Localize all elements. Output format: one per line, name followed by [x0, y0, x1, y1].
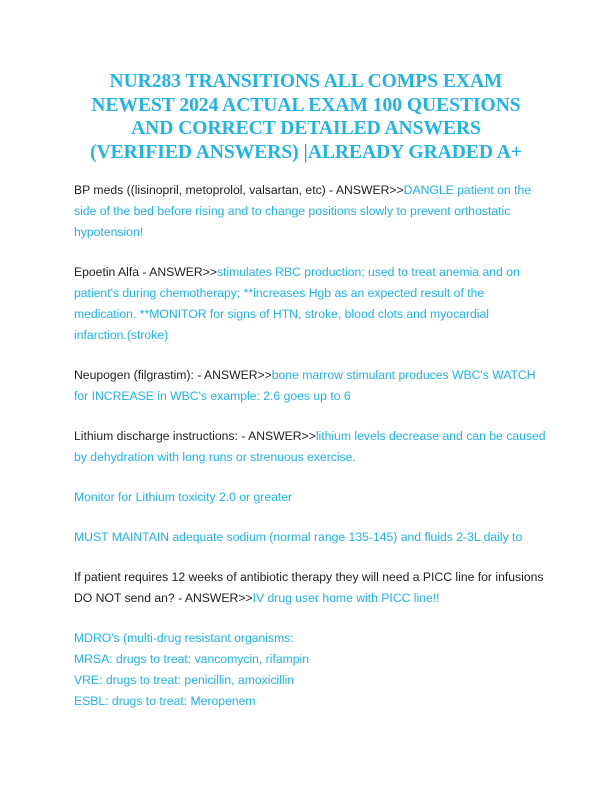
answer-text: bone marrow stimulant produces WBC's WATCH — [271, 368, 536, 382]
question-text: BP meds ((lisinopril, metoprolol, valsartan, etc) - ANSWER>> — [74, 183, 404, 197]
answer-text: lithium levels decrease and can be caused — [315, 429, 546, 443]
question-text: Lithium discharge instructions: - ANSWER>> — [74, 429, 316, 443]
question-text: If patient requires 12 weeks of antibiotic therapy they will need a PICC line for infusions — [74, 570, 544, 584]
document-title — [50, 70, 562, 164]
qa-entry-lithium — [74, 426, 544, 468]
qa-line — [74, 588, 544, 609]
answer-text: infarction.(stroke) — [74, 328, 169, 342]
mdro-heading: MDRO's (multi-drug resistant organisms: — [74, 631, 294, 645]
answer-text: patient's during chemotherapy; **increases Hgb as an expected result of the — [74, 286, 485, 300]
answer-text: medication. **MONITOR for signs of HTN, stroke, blood clots and myocardial — [74, 307, 489, 321]
title-line: NEWEST 2024 ACTUAL EXAM 100 QUESTIONS — [91, 94, 521, 116]
question-text: Epoetin Alfa - ANSWER>> — [74, 265, 217, 279]
qa-entry-epoetin — [74, 262, 544, 346]
qa-line — [74, 262, 544, 283]
qa-entry-bp-meds — [74, 180, 544, 243]
mdro-item: VRE: drugs to treat: penicillin, amoxicillin — [74, 673, 295, 687]
answer-text: IV drug user home with PICC line!! — [252, 591, 440, 605]
answer-text: hypotension! — [74, 225, 144, 239]
answer-text: DANGLE patient on the — [403, 183, 532, 197]
title-line: NUR283 TRANSITIONS ALL COMPS EXAM — [109, 71, 503, 92]
mdro-item: ESBL: drugs to treat: Meropenem — [74, 694, 256, 708]
mdro-list — [74, 628, 544, 712]
question-text: Neupogen (filgrastim): - ANSWER>> — [74, 368, 272, 382]
answer-text: by dehydration with long runs or strenuous exercise. — [74, 450, 356, 464]
qa-line — [74, 426, 544, 447]
note-lithium-toxicity: Monitor for Lithium toxicity 2.0 or greater — [74, 490, 293, 504]
title-line: (VERIFIED ANSWERS) |ALREADY GRADED A+ — [90, 141, 522, 163]
mdro-item: MRSA: drugs to treat: vancomycin, rifampin — [74, 652, 310, 666]
qa-line — [74, 365, 544, 386]
document-body — [74, 180, 544, 712]
answer-text: for INCREASE in WBC's example: 2.6 goes up to 6 — [74, 389, 351, 403]
question-text: DO NOT send an? - ANSWER>> — [74, 591, 253, 605]
qa-line — [74, 180, 544, 201]
title-line: AND CORRECT DETAILED ANSWERS — [131, 118, 481, 139]
answer-text: side of the bed before rising and to change positions slowly to prevent orthostatic — [74, 204, 511, 218]
note-sodium: MUST MAINTAIN adequate sodium (normal range 135-145) and fluids 2-3L daily to — [74, 530, 523, 544]
qa-entry-neupogen — [74, 365, 544, 407]
qa-entry-picc — [74, 567, 544, 609]
answer-text: stimulates RBC production; used to treat anemia and on — [216, 265, 520, 279]
